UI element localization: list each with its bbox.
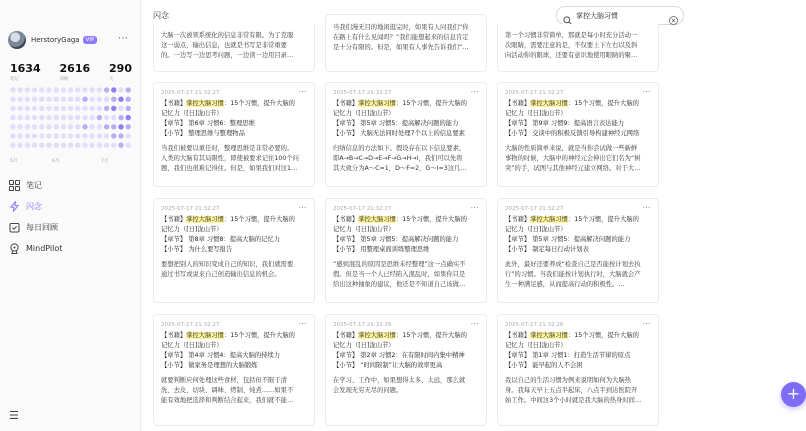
heatmap-cell	[32, 143, 37, 148]
heatmap-cell	[46, 87, 51, 92]
heatmap-cell	[75, 97, 80, 102]
heatmap-cell	[46, 124, 51, 129]
note-section: 【小节】 大脑无法同时处理7个以上的信息要素	[333, 130, 465, 137]
sidebar	[0, 0, 141, 431]
note-more-icon[interactable]: ⋯	[470, 87, 479, 96]
heatmap-cell	[25, 115, 30, 120]
note-body-line: 洗、去皮、切块、调味、烤制、炖煮……如果不	[161, 387, 294, 394]
heatmap-cell	[61, 133, 66, 138]
note-body-line: 在学习、工作中，如果想得太多、太远，那么就	[333, 377, 466, 384]
lightning-icon	[9, 201, 20, 212]
more-options-icon[interactable]: ⋯	[118, 33, 129, 44]
heatmap-cell	[25, 143, 30, 148]
note-body-line: 能有效地把选择和判断结合起来，我们就不能…	[161, 397, 294, 404]
heatmap-cell	[111, 97, 116, 102]
heatmap-cell	[90, 143, 95, 148]
note-card[interactable]	[153, 24, 315, 72]
note-body-line: 即A→B→C→D→E→F→G→H→I，我们可以先将	[333, 155, 463, 162]
sidebar-nav	[9, 175, 62, 259]
book-prefix: 【书籍】	[333, 100, 359, 107]
book-prefix: 【书籍】	[161, 332, 187, 339]
heatmap-cell	[54, 97, 59, 102]
note-section: 【小节】 能早起的人不会困	[505, 362, 583, 369]
note-section: 【小节】 做家务是理想的大脑锻炼	[161, 362, 258, 369]
note-book-line-cont: 记忆力（[日]泷山节）	[333, 342, 395, 349]
note-book-line-cont: 记忆力（[日]泷山节）	[161, 110, 223, 117]
note-book-line	[333, 331, 479, 341]
note-more-icon[interactable]: ⋯	[642, 87, 651, 96]
heatmap-cell	[18, 87, 23, 92]
heatmap-cell	[18, 106, 23, 111]
note-body-line: 假。但是当一个人已经陷入混乱时，如果你只是	[333, 271, 466, 278]
book-prefix: 【书籍】	[505, 216, 531, 223]
heatmap-cell	[39, 106, 44, 111]
stat-review-label: 回顾	[59, 77, 69, 82]
heatmap-cell	[61, 124, 66, 129]
heatmap-cell	[61, 143, 66, 148]
heatmap-cell	[32, 97, 37, 102]
heatmap-cell	[82, 87, 87, 92]
note-date: 2025-07-17 21:32:27	[161, 206, 220, 212]
note-book-line-cont: 记忆力（[日]泷山节）	[161, 342, 223, 349]
note-card[interactable]	[325, 198, 487, 303]
add-note-button[interactable]: +	[781, 382, 806, 407]
heatmap-cell	[32, 87, 37, 92]
heatmap-cell	[32, 124, 37, 129]
note-book-line	[161, 99, 307, 109]
heatmap-cell	[18, 143, 23, 148]
note-body-line: 次眼睛，需要注意的是，不仅要上下左右以及斜	[505, 42, 638, 49]
note-body-line: 行”的习惯。当我们能按计划执行时，大脑就会产	[505, 271, 641, 278]
heatmap-cell	[68, 97, 73, 102]
heatmap-cell	[25, 133, 30, 138]
book-suffix: ：15个习惯，提升大脑的	[223, 332, 295, 339]
book-suffix: ：15个习惯，提升大脑的	[223, 216, 295, 223]
month-label: 5月	[10, 159, 18, 164]
note-body-line: 其大致分为A～C=1，D～F=2，G～I=3这几…	[333, 165, 467, 172]
note-body-line: 就要判断应何处理这些食材，包括但不限于清	[161, 377, 287, 384]
heatmap-cell	[68, 87, 73, 92]
book-suffix: ：15个习惯，提升大脑的	[223, 100, 295, 107]
note-chapter: 【章节】 第8章 习惯8：提高大脑的记忆力	[161, 236, 281, 243]
heatmap-cell	[118, 133, 123, 138]
book-prefix: 【书籍】	[161, 100, 187, 107]
heatmap-cell	[39, 97, 44, 102]
month-label: 6月	[52, 159, 60, 164]
heatmap-cell	[75, 115, 80, 120]
heatmap-cell	[68, 106, 73, 111]
heatmap-cell	[46, 97, 51, 102]
note-book-line-cont: 记忆力（[日]泷山节）	[161, 226, 223, 233]
heatmap-cell	[25, 87, 30, 92]
heatmap-cell	[39, 143, 44, 148]
note-date: 2025-07-17 21:32:27	[505, 90, 564, 96]
heatmap-cell	[10, 87, 15, 92]
heatmap-cell	[68, 133, 73, 138]
note-body-line: 给出这种抽象的建议，他还是不知道自己该做…	[333, 281, 466, 288]
note-card[interactable]	[153, 314, 315, 426]
note-date: 2025-07-17 21:32:27	[161, 90, 220, 96]
heatmap-cell	[54, 106, 59, 111]
note-card[interactable]	[153, 82, 315, 187]
note-book-line	[505, 331, 651, 341]
note-body	[333, 376, 479, 396]
heatmap-cell	[111, 143, 116, 148]
heatmap-cell	[10, 106, 15, 111]
note-more-icon[interactable]: ⋯	[298, 203, 307, 212]
note-section: 【小节】 交谈中的积极反馈引导构建神经元网络	[505, 130, 640, 137]
heatmap-cell	[104, 87, 109, 92]
heatmap-cell	[68, 115, 73, 120]
heatmap-cell	[10, 143, 15, 148]
note-section: 【小节】 用整理桌面训练整理思维	[333, 246, 430, 253]
note-body-line: 我以自己的生活习惯为例来说明如何为大脑热	[505, 377, 631, 384]
heatmap-cell	[97, 143, 102, 148]
note-section: 【小节】 “时间限制”让大脑的效率更高	[333, 362, 443, 369]
note-chapter: 【章节】 第1章 习惯1：打造生活节律的原点	[505, 352, 631, 359]
note-body	[161, 260, 307, 280]
heatmap-cell	[97, 133, 102, 138]
note-date: 2025-07-17 21:32:27	[333, 90, 392, 96]
search-highlight: 掌控大脑习惯	[530, 332, 568, 339]
book-suffix: ：15个习惯，提升大脑的	[567, 332, 639, 339]
page-title: 闪念	[153, 11, 169, 20]
note-body	[333, 144, 479, 174]
heatmap-cell	[104, 115, 109, 120]
note-date: 2025-07-17 21:32:26	[333, 322, 392, 328]
heatmap-cell	[126, 133, 131, 138]
heatmap-cell	[54, 115, 59, 120]
heatmap-cell	[118, 124, 123, 129]
book-suffix: ：15个习惯，提升大脑的	[567, 100, 639, 107]
heatmap-cell	[18, 124, 23, 129]
search-highlight: 掌控大脑习惯	[186, 100, 224, 107]
note-card[interactable]	[325, 14, 487, 72]
note-body-line: 身。我每天早上五点半起床，八点半到达医院开	[505, 387, 638, 394]
note-more-icon[interactable]: ⋯	[470, 319, 479, 328]
stat-notes-label: 笔记	[10, 77, 19, 82]
search-highlight: 掌控大脑习惯	[530, 216, 568, 223]
note-body	[505, 144, 651, 174]
heatmap-cell	[90, 124, 95, 129]
note-body-line: 当我们漫无目的地闲逛完时，如果有人问我们“你	[333, 24, 469, 31]
heatmap-cell	[10, 115, 15, 120]
avatar[interactable]	[8, 31, 26, 49]
note-more-icon[interactable]: ⋯	[298, 319, 307, 328]
note-book-line	[505, 99, 651, 109]
heatmap-cell	[82, 106, 87, 111]
note-chapter: 【章节】 第9章 习惯9：提高语言表达能力	[505, 120, 625, 127]
heatmap-cell	[61, 87, 66, 92]
review-icon	[9, 222, 20, 233]
note-more-icon[interactable]: ⋯	[642, 203, 651, 212]
heatmap-cell	[61, 115, 66, 120]
search-box[interactable]	[556, 6, 684, 25]
note-body	[505, 376, 651, 406]
sidebar-item-label: MindPilot	[26, 244, 63, 253]
heatmap-cell	[61, 97, 66, 102]
heatmap-cell	[18, 133, 23, 138]
note-card[interactable]	[497, 82, 659, 187]
month-label: 7月	[101, 159, 109, 164]
heatmap-cell	[118, 97, 123, 102]
book-prefix: 【书籍】	[161, 216, 187, 223]
heatmap-cell	[46, 106, 51, 111]
book-prefix: 【书籍】	[505, 100, 531, 107]
heatmap-cell	[111, 87, 116, 92]
book-suffix: ：15个习惯，提升大脑的	[567, 216, 639, 223]
heatmap-cell	[97, 97, 102, 102]
book-prefix: 【书籍】	[333, 216, 359, 223]
note-body-line: 会发现无穷无尽的问题。	[333, 387, 403, 394]
heatmap-cell	[32, 133, 37, 138]
heatmap-cell	[82, 97, 87, 102]
heatmap-cell	[32, 106, 37, 111]
heatmap-cell	[104, 106, 109, 111]
note-card[interactable]	[153, 198, 315, 303]
heatmap-cell	[82, 143, 87, 148]
note-body-line: 通过书写或说来自己创造输出信息的机会。	[161, 271, 281, 278]
heatmap-cell	[75, 133, 80, 138]
heatmap-cell	[126, 106, 131, 111]
note-card[interactable]	[497, 24, 659, 72]
book-suffix: ：15个习惯，提升大脑的	[395, 216, 467, 223]
sidebar-item-daily-review[interactable]	[9, 217, 62, 238]
note-body-line: 大脑一次被领系统化的信息非常有限。为了克服	[161, 32, 294, 39]
note-book-line-cont: 记忆力（[日]泷山节）	[333, 110, 395, 117]
activity-heatmap	[10, 87, 132, 151]
stat-days-label: 天	[109, 77, 114, 82]
note-body-line: 生一种满足感，从而提高行动的积极性。…	[505, 281, 625, 288]
sidebar-item-flash[interactable]	[9, 196, 62, 217]
stat-days-value: 290	[109, 62, 132, 75]
heatmap-cell	[18, 115, 23, 120]
sidebar-item-label: 每日回顾	[26, 223, 58, 232]
note-more-icon[interactable]: ⋯	[470, 203, 479, 212]
heatmap-cell	[111, 115, 116, 120]
heatmap-cell	[54, 133, 59, 138]
heatmap-cell	[126, 87, 131, 92]
heatmap-cell	[104, 124, 109, 129]
note-body-line: 是十分有限的。但是，如果有人事先告诉我们“…	[333, 44, 469, 51]
heatmap-cell	[97, 124, 102, 129]
heatmap-cell	[126, 97, 131, 102]
mindpilot-icon	[9, 243, 20, 254]
note-more-icon[interactable]: ⋯	[298, 87, 307, 96]
sidebar-item-mindpilot[interactable]	[9, 238, 62, 259]
heatmap-cell	[10, 97, 15, 102]
heatmap-cell	[39, 124, 44, 129]
heatmap-cell	[90, 133, 95, 138]
note-book-line	[161, 331, 307, 341]
heatmap-cell	[111, 106, 116, 111]
heatmap-cell	[104, 133, 109, 138]
heatmap-cell	[25, 124, 30, 129]
note-body-line: 这一弱点，输出信息，也就是书写是非常重要	[161, 42, 287, 49]
heatmap-cell	[126, 115, 131, 120]
hamburger-menu-icon[interactable]: ☰	[9, 409, 19, 422]
sidebar-item-label: 笔记	[26, 181, 42, 190]
heatmap-cell	[75, 106, 80, 111]
heatmap-cell	[118, 143, 123, 148]
note-body	[161, 144, 307, 174]
note-book-line	[505, 215, 651, 225]
heatmap-cell	[54, 143, 59, 148]
book-prefix: 【书籍】	[333, 332, 359, 339]
stats	[10, 62, 132, 82]
note-book-line	[333, 99, 479, 109]
note-book-line-cont: 记忆力（[日]泷山节）	[505, 226, 567, 233]
heatmap-cell	[46, 143, 51, 148]
heatmap-cell	[111, 124, 116, 129]
note-date: 2025-07-17 21:32:27	[505, 206, 564, 212]
heatmap-cell	[111, 133, 116, 138]
note-book-line-cont: 记忆力（[日]泷山节）	[505, 110, 567, 117]
search-highlight: 掌控大脑习惯	[186, 216, 224, 223]
note-date: 2025-07-17 21:32:27	[161, 322, 220, 328]
search-highlight: 掌控大脑习惯	[358, 216, 396, 223]
sidebar-item-label: 闪念	[26, 202, 42, 211]
note-body-line: 大脑的性质简单来说，就是当你尝试做一些新鲜	[505, 145, 638, 152]
heatmap-cell	[118, 87, 123, 92]
stat-days	[109, 62, 132, 82]
heatmap-cell	[39, 87, 44, 92]
heatmap-cell	[97, 106, 102, 111]
heatmap-cell	[32, 115, 37, 120]
note-book-line	[161, 215, 307, 225]
note-body-line: 第一个习惯非常简单，那就是每小时充分活动一	[505, 32, 638, 39]
heatmap-cell	[46, 115, 51, 120]
heatmap-cell	[118, 106, 123, 111]
stat-review-value: 2616	[59, 62, 91, 75]
note-body-line: 题，我们也很难记得住。但是，如果我们对这1…	[161, 165, 298, 172]
note-card[interactable]	[497, 198, 659, 303]
note-date: 2025-07-17 21:32:26	[505, 322, 564, 328]
note-more-icon[interactable]: ⋯	[642, 319, 651, 328]
note-body	[161, 376, 307, 406]
note-body-line: 向活动你的眼球，还要有意识地使用眼睛的聚…	[505, 52, 638, 59]
heatmap-cell	[75, 87, 80, 92]
search-input[interactable]: 掌控大脑习惯	[576, 12, 618, 20]
heatmap-cell	[82, 133, 87, 138]
note-body-line: 当我们被要以重任时，整理思维是非常必要的。	[161, 145, 294, 152]
heatmap-cell	[25, 106, 30, 111]
search-highlight: 掌控大脑习惯	[186, 332, 224, 339]
note-section: 【小节】 为什么要写报告	[161, 246, 233, 253]
heatmap-cell	[10, 133, 15, 138]
sidebar-item-notes[interactable]	[9, 175, 62, 196]
note-book-line	[333, 215, 479, 225]
profile[interactable]	[8, 31, 97, 49]
heatmap-cell	[68, 124, 73, 129]
vip-badge: VIP	[83, 36, 98, 44]
note-body-line: 归纳信息的方法如下。假设存在以下信息要素，	[333, 145, 466, 152]
note-body-line: 在路上有什么见闻吗？”我们能想起来的信息肯定	[333, 34, 469, 41]
note-chapter: 【章节】 第2章 习惯2：在有限时间内集中精神	[333, 352, 465, 359]
note-card[interactable]	[325, 82, 487, 187]
search-highlight: 掌控大脑习惯	[358, 100, 396, 107]
heatmap-cell	[61, 106, 66, 111]
search-highlight: 掌控大脑习惯	[530, 100, 568, 107]
stat-review	[60, 62, 91, 82]
heatmap-cell	[18, 97, 23, 102]
heatmap-cell	[126, 143, 131, 148]
stat-notes	[10, 62, 41, 82]
note-body-line: 人类的大脑有其局限性，即使被要求记住100个问	[161, 155, 299, 162]
search-highlight: 掌控大脑习惯	[358, 332, 396, 339]
note-card[interactable]	[325, 314, 487, 426]
heatmap-cell	[90, 106, 95, 111]
heatmap-cell	[82, 124, 87, 129]
heatmap-cell	[104, 97, 109, 102]
book-suffix: ：15个习惯，提升大脑的	[395, 332, 467, 339]
username: HerstoryGaga	[31, 36, 80, 44]
stat-notes-value: 1634	[10, 62, 41, 75]
note-chapter: 【章节】 第4章 习惯4：提高大脑的持续力	[161, 352, 281, 359]
heatmap-cell	[90, 115, 95, 120]
note-body	[505, 260, 651, 290]
heatmap-cell	[68, 143, 73, 148]
note-chapter: 【章节】 第5章 习惯5：提高解决问题的能力	[333, 120, 459, 127]
note-chapter: 【章节】 第5章 习惯5：提高解决问题的能力	[333, 236, 459, 243]
note-chapter: 【章节】 第6章 习惯6：整理思维	[161, 120, 255, 127]
note-date: 2025-07-17 21:32:27	[333, 206, 392, 212]
note-section: 【小节】 制定每日行动计划表	[505, 246, 589, 253]
note-body-line: 突”的手，试图与其他神经元建立网络。对于大…	[505, 165, 641, 172]
heatmap-cell	[75, 143, 80, 148]
note-body-line: 要想把别人的知识变成自己的知识，我们就需要	[161, 261, 294, 268]
grid-icon	[9, 180, 20, 191]
note-card[interactable]	[497, 314, 659, 426]
note-chapter: 【章节】 第5章 习惯5：提高解决问题的能力	[505, 236, 631, 243]
note-body-line: 此外，最好还要养成“检查自己是否能按计划去执	[505, 261, 641, 268]
note-book-line-cont: 记忆力（[日]泷山节）	[505, 342, 567, 349]
heatmap-cell	[25, 97, 30, 102]
heatmap-cell	[97, 115, 102, 120]
note-section: 【小节】 整理思维与整理物品	[161, 130, 245, 137]
heatmap-cell	[39, 115, 44, 120]
heatmap-cell	[39, 133, 44, 138]
clear-search-icon[interactable]	[669, 10, 678, 29]
heatmap-cell	[46, 133, 51, 138]
heatmap-cell	[126, 124, 131, 129]
heatmap-cell	[54, 87, 59, 92]
heatmap-cell	[82, 115, 87, 120]
note-body-line: 的。一边写一边思考问题，一边读一边用目录…	[161, 52, 294, 59]
note-body-line: 事物的时候，大脑中的神经元会伸出它们名为“树	[505, 155, 641, 162]
note-body	[333, 260, 479, 290]
heatmap-cell	[75, 124, 80, 129]
heatmap-cell	[118, 115, 123, 120]
heatmap-cell	[90, 87, 95, 92]
note-body-line: “感到混乱的原因是思维未经整理”这一点确实不	[333, 261, 466, 268]
heatmap-cell	[104, 143, 109, 148]
heatmap-cell	[54, 124, 59, 129]
note-body-line: 始工作。中间这3个小时就是我大脑的热身时间…	[505, 397, 642, 404]
note-book-line-cont: 记忆力（[日]泷山节）	[333, 226, 395, 233]
main-content	[141, 0, 801, 431]
heatmap-cell	[90, 97, 95, 102]
book-suffix: ：15个习惯，提升大脑的	[395, 100, 467, 107]
heatmap-cell	[10, 124, 15, 129]
book-prefix: 【书籍】	[505, 332, 531, 339]
heatmap-cell	[97, 87, 102, 92]
